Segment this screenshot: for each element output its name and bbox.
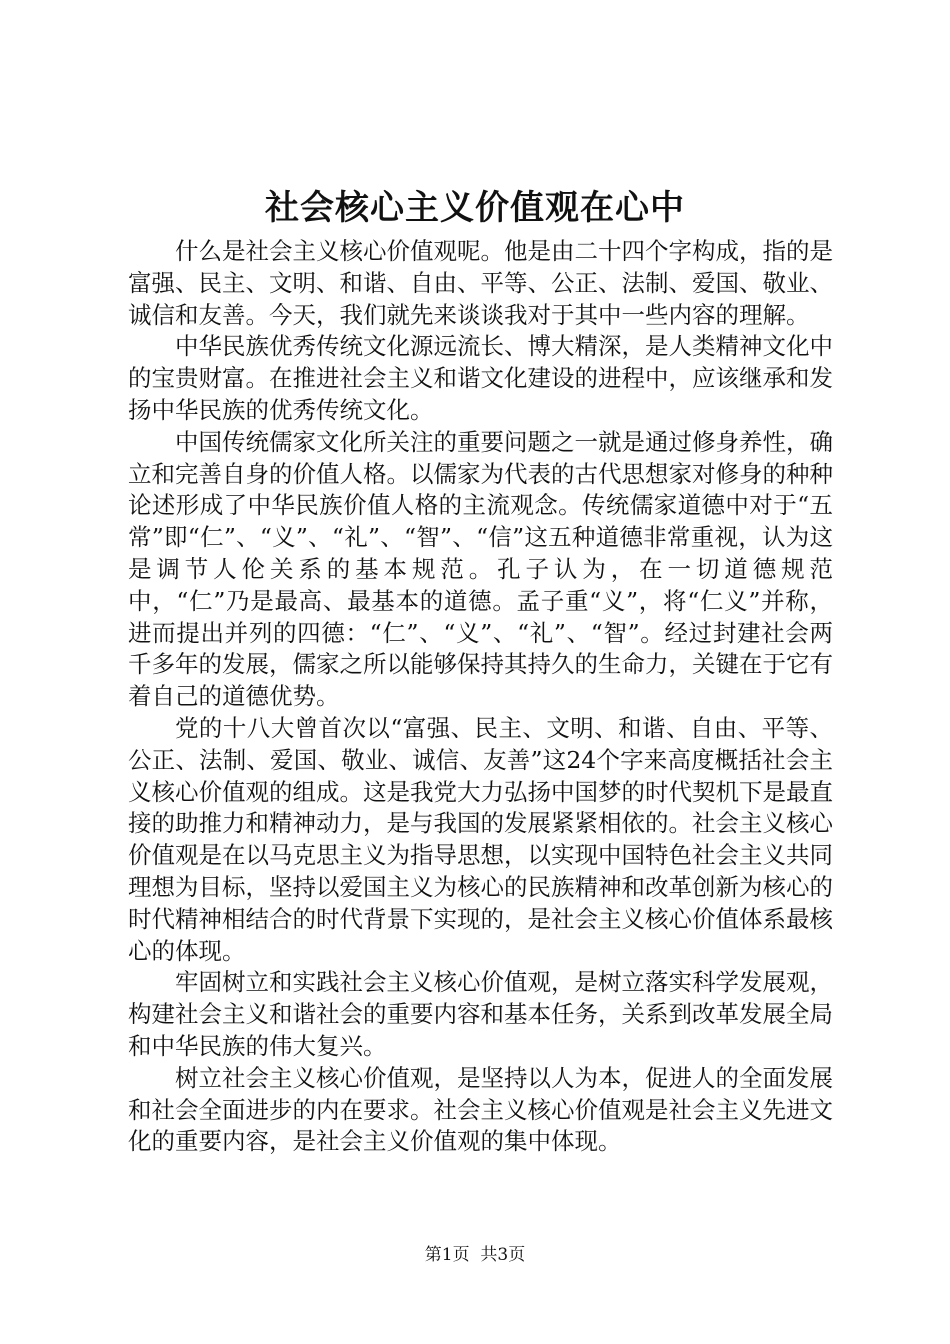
paragraph-2: 中华民族优秀传统文化源远流长、博大精深，是人类精神文化中的宝贵财富。在推进社会主义和谐文化建设的进程中，应该继承和发扬中华民族的优秀传统文化。 bbox=[128, 332, 833, 424]
page-total: 共3页 bbox=[480, 1245, 526, 1265]
page-footer bbox=[0, 1243, 950, 1267]
paragraph-3: 中国传统儒家文化所关注的重要问题之一就是通过修身养性，确立和完善自身的价值人格。以儒家为代表的古代思想家对修身的种种论述形成了中华民族价值人格的主流观念。传统儒家道德中对于“五常”即“仁”、“义”、“礼”、“智”、“信”这五种道德非常重视，认为这是调节人伦关系的基本规范。孔子认为，在一切道德规范中，“仁”乃是最高、最基本的道德。孟子重“义”，将“仁义”并称，进而提出并列的四德：“仁”、“义”、“礼”、“智”。经过封建社会两千多年的发展，儒家之所以能够保持其持久的生命力，关键在于它有着自己的道德优势。 bbox=[128, 427, 833, 711]
paragraph-5: 牢固树立和实践社会主义核心价值观，是树立落实科学发展观，构建社会主义和谐社会的重要内容和基本任务，关系到改革发展全局和中华民族的伟大复兴。 bbox=[128, 968, 833, 1060]
paragraph-4: 党的十八大曾首次以“富强、民主、文明、和谐、自由、平等、公正、法制、爱国、敬业、诚信、友善”这24个字来高度概括社会主义核心价值观的组成。这是我党大力弘扬中国梦的时代契机下是最直接的助推力和精神动力，是与我国的发展紧紧相依的。社会主义核心价值观是在以马克思主义为指导思想，以实现中国特色社会主义共同理想为目标，坚持以爱国主义为核心的民族精神和改革创新为核心的时代精神相结合的时代背景下实现的，是社会主义核心价值体系最核心的体现。 bbox=[128, 713, 833, 965]
page-number: 第1页 bbox=[424, 1245, 470, 1265]
document-body bbox=[128, 236, 833, 1158]
document-title: 社会核心主义价值观在心中 bbox=[265, 188, 685, 228]
paragraph-6: 树立社会主义核心价值观，是坚持以人为本，促进人的全面发展和社会全面进步的内在要求。社会主义核心价值观是社会主义先进文化的重要内容，是社会主义价值观的集中体现。 bbox=[128, 1063, 833, 1156]
paragraph-1: 什么是社会主义核心价值观呢。他是由二十四个字构成，指的是富强、民主、文明、和谐、自由、平等、公正、法制、爱国、敬业、诚信和友善。今天，我们就先来谈谈我对于其中一些内容的理解。 bbox=[128, 237, 833, 329]
